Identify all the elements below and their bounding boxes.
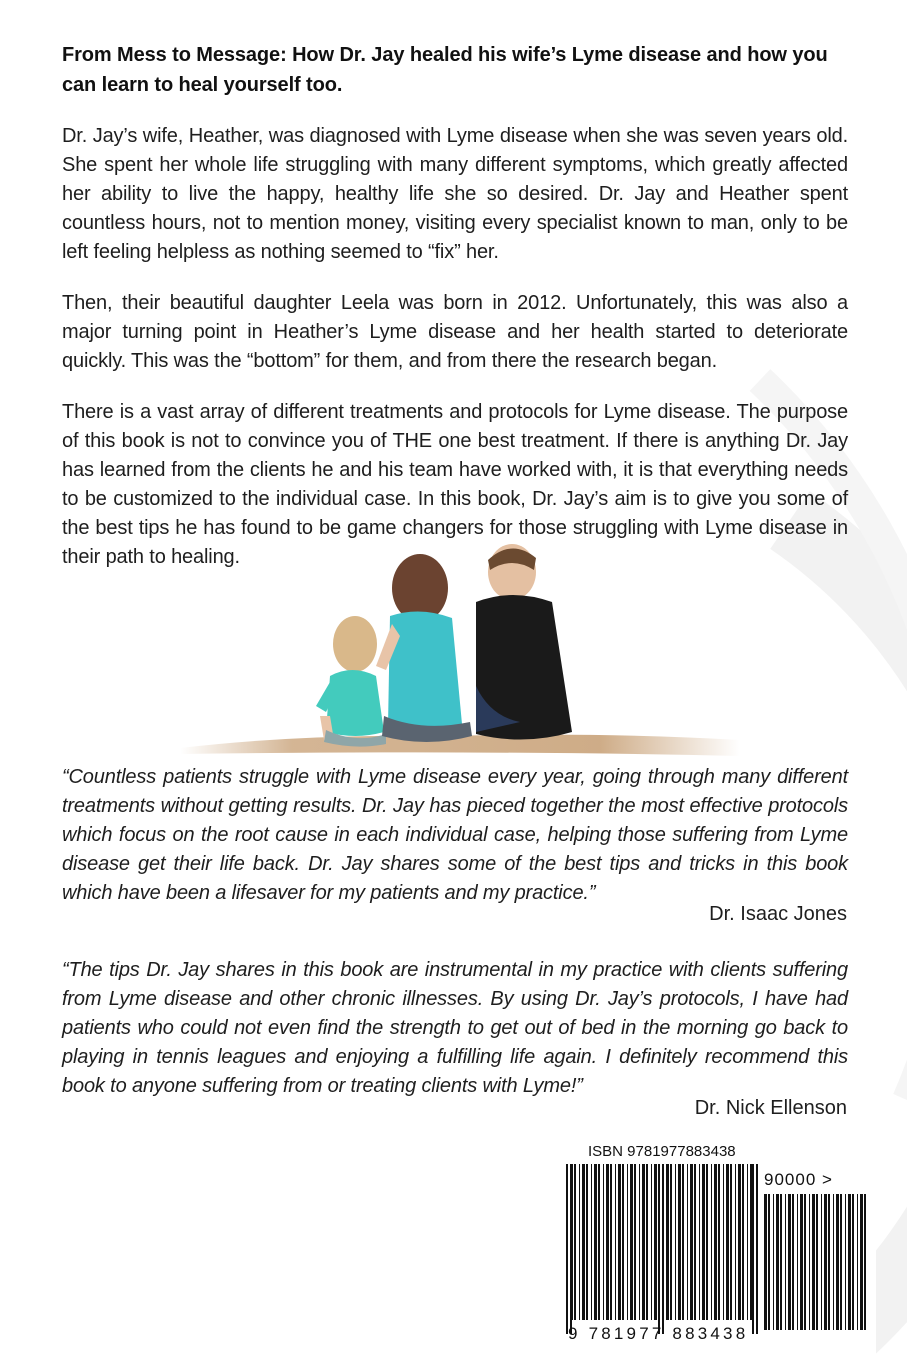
barcode-bar [718,1164,720,1320]
barcode-bar [594,1164,597,1320]
isbn-label: ISBN 9781977883438 [588,1143,736,1160]
isbn-barcode [566,1140,876,1360]
barcode-bar [785,1194,786,1330]
paragraph-book-purpose: There is a vast array of different treatments and protocols for Lyme disease. The purpose of this book is not to convince you of THE one best treatment. If there is anything Dr. Jay has learned from the clients he and his team have worked with, it is that everything needs to be customized to the individual case. In this book, Dr. Jay’s aim is to give you some of the best tips he has found to be game changers for those struggling with Lyme disease in their path to healing. [62,401,848,568]
barcode-bar [792,1194,794,1330]
barcode-bar [610,1164,612,1320]
barcode-bar [726,1164,729,1320]
barcode-guard-bar [662,1164,664,1334]
barcode-bar [646,1164,648,1320]
barcode-bar [678,1164,681,1320]
barcode-digits: 9 781977 883438 [568,1324,749,1343]
barcode-guard-bar [658,1164,660,1334]
barcode-bar [860,1194,863,1330]
barcode-bar [670,1164,672,1320]
barcode-bar [682,1164,684,1320]
testimonial-quote-1: “Countless patients struggle with Lyme disease every year, going through many different treatments without getting results. Dr. Jay has pieced together the most effective protocols which focus on the root cause in each individual case, helping those suffering from Lyme disease get their life back. Dr. Jay shares some of the best tips and tricks in this book which have been a lifesaver for my patients and my practice.” [62,766,848,904]
barcode-bar [627,1164,628,1320]
barcode-bar [776,1194,779,1330]
family-sitting-illustration [180,536,740,766]
barcode-bar [809,1194,810,1330]
barcode-guard-bar [566,1164,568,1334]
barcode-bar [852,1194,854,1330]
barcode-bar [747,1164,748,1320]
barcode-bar [714,1164,717,1320]
barcode-bar [711,1164,712,1320]
barcode-bar [591,1164,592,1320]
barcode-bar [579,1164,580,1320]
barcode-bar [651,1164,652,1320]
man-figure [476,544,572,740]
barcode-bar [848,1194,851,1330]
barcode-bar [836,1194,839,1330]
paragraph-diagnosis: Dr. Jay’s wife, Heather, was diagnosed with Lyme disease when she was seven years old. She spent her whole life struggling with many different symptoms, which greatly affected her ability to live the happy, healthy life she so desired. Dr. Jay and Heather spent countless hours, not to mention money, visiting every specialist known to man, only to be left feeling helpless as nothing seemed to “fix” her. [62,125,848,263]
barcode-bar [824,1194,827,1330]
barcode-bar [800,1194,803,1330]
price-code: 90000 > [764,1170,833,1189]
barcode-bar [788,1194,791,1330]
testimonial-author-1: Dr. Isaac Jones [709,903,847,925]
barcode-bar [622,1164,624,1320]
barcode-bar [654,1164,657,1320]
barcode-bar [816,1194,818,1330]
barcode-bar [857,1194,858,1330]
barcode-bar [845,1194,846,1330]
barcode-bar [630,1164,633,1320]
barcode-bar [768,1194,770,1330]
barcode-bar [804,1194,806,1330]
barcode-bar [864,1194,866,1330]
barcode-bar [797,1194,798,1330]
barcode-bar [821,1194,822,1330]
barcode-bar [730,1164,732,1320]
barcode-bar [828,1194,830,1330]
paragraph-turning-point: Then, their beautiful daughter Leela was born in 2012. Unfortunately, this was also a major turning point in Heather’s Lyme disease and her health started to deteriorate quickly. This was the “bottom” for them, and from there the research began. [62,292,848,372]
barcode-bar [773,1194,774,1330]
barcode-guard-bar [570,1164,572,1334]
barcode-bar [666,1164,669,1320]
barcode-bar [606,1164,609,1320]
child-figure [316,616,386,747]
barcode-bar [735,1164,736,1320]
barcode-bar [634,1164,636,1320]
barcode-bar [699,1164,700,1320]
barcode-bar [574,1164,576,1320]
headline: From Mess to Message: How Dr. Jay healed his wife’s Lyme disease and how you can learn to heal yourself too. [62,44,828,96]
barcode-bar [764,1194,767,1330]
barcode-bar [687,1164,688,1320]
barcode-bar [598,1164,600,1320]
barcode-guard-bar [756,1164,758,1334]
barcode-bar [812,1194,815,1330]
testimonial-quote-2: “The tips Dr. Jay shares in this book are instrumental in my practice with clients suffering from Lyme disease and other chronic illnesses. By using Dr. Jay’s protocols, I have had patients who could not even find the strength to get out of bed in the morning go back to playing in tennis leagues and enjoying a fulfilling life again. I definitely recommend this book to anyone suffering from or treating clients with Lyme!” [62,959,848,1097]
barcode-bar [706,1164,708,1320]
testimonial-author-2: Dr. Nick Ellenson [694,1097,847,1119]
mother-figure [376,554,472,742]
barcode-bar [780,1194,782,1330]
barcode-bar [603,1164,604,1320]
barcode-bar [582,1164,585,1320]
barcode-guard-bar [752,1164,754,1334]
blurb-section [62,40,848,572]
barcode-bar [586,1164,588,1320]
barcode-bar [615,1164,616,1320]
barcode-bar [694,1164,696,1320]
barcode-bar [618,1164,621,1320]
barcode-bar [840,1194,842,1330]
barcode-bar [639,1164,640,1320]
barcode-bar [675,1164,676,1320]
barcode-bar [642,1164,645,1320]
barcode-bar [702,1164,705,1320]
barcode-bar [690,1164,693,1320]
barcode-bar [833,1194,834,1330]
barcode-bar [742,1164,744,1320]
barcode-bar [723,1164,724,1320]
barcode-bar [738,1164,741,1320]
